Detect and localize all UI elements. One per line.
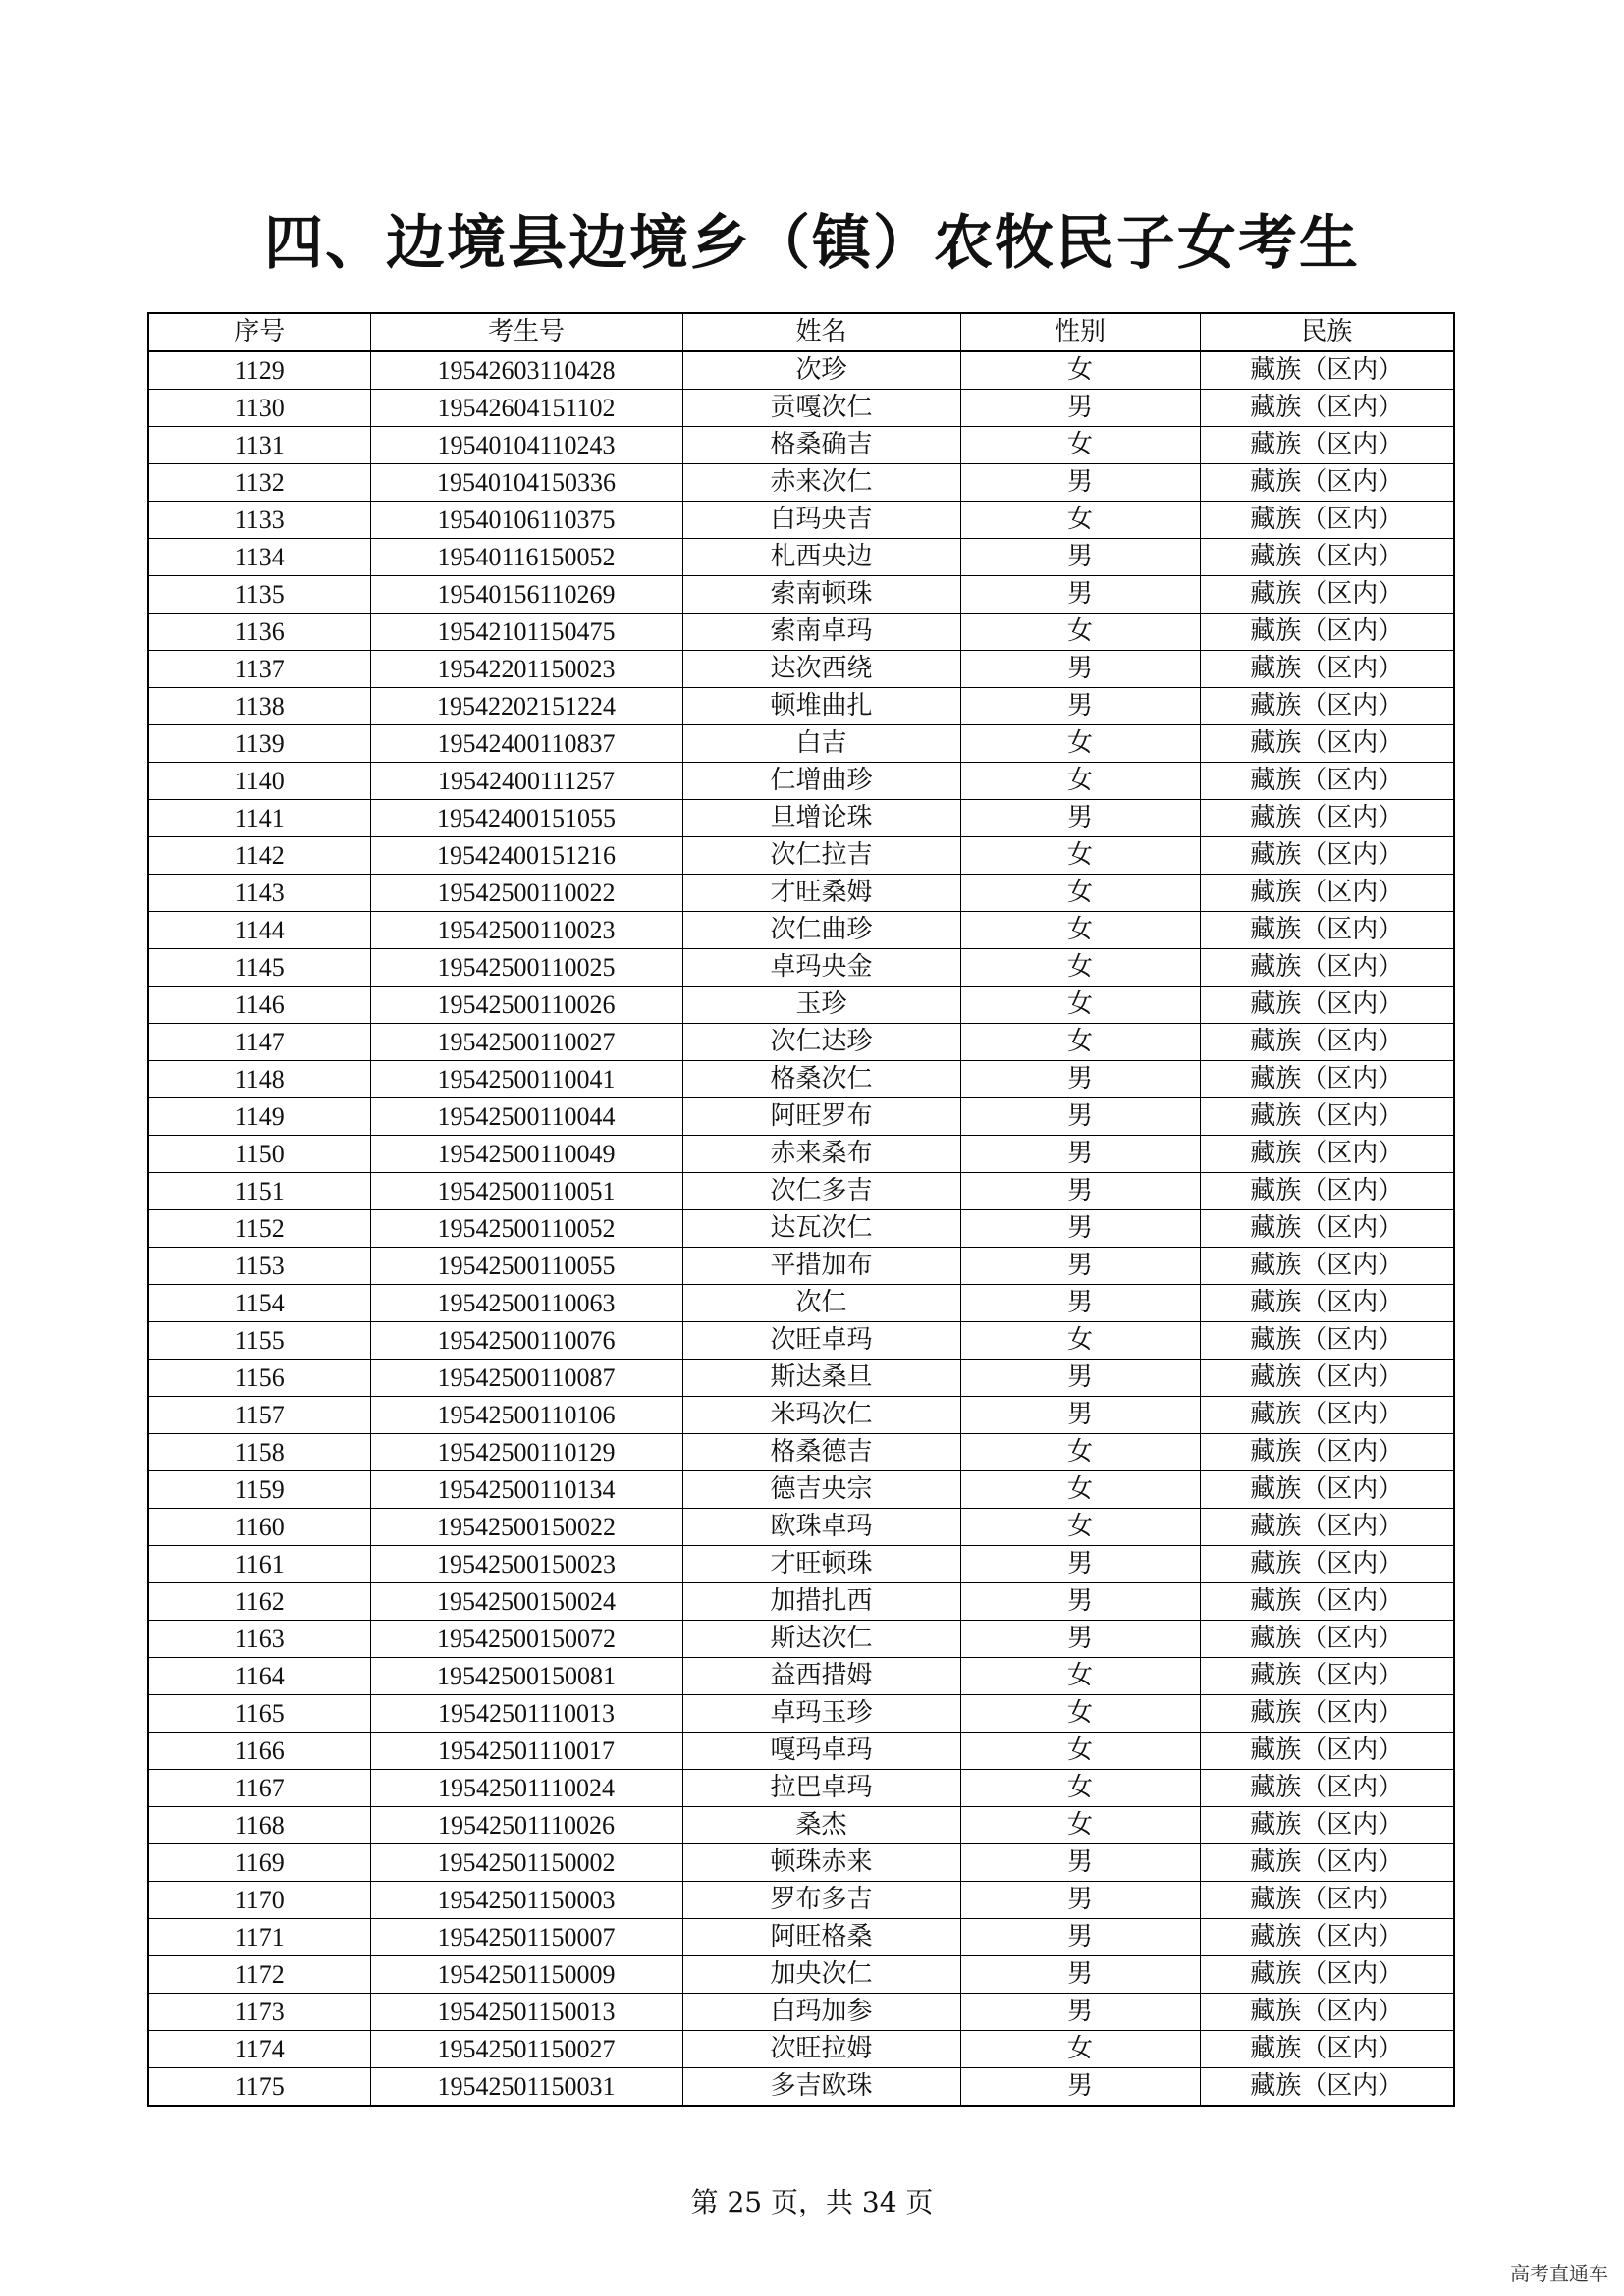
cell-gender: 女 bbox=[960, 351, 1200, 390]
cell-seq: 1155 bbox=[148, 1322, 370, 1360]
cell-ethnicity: 藏族（区内） bbox=[1200, 1919, 1454, 1956]
cell-name: 欧珠卓玛 bbox=[682, 1509, 960, 1546]
cell-seq: 1146 bbox=[148, 987, 370, 1024]
cell-exam-number: 19542500110041 bbox=[370, 1061, 682, 1098]
cell-seq: 1137 bbox=[148, 651, 370, 688]
table-row bbox=[148, 725, 1454, 763]
cell-ethnicity: 藏族（区内） bbox=[1200, 1471, 1454, 1509]
cell-exam-number: 19542500110087 bbox=[370, 1360, 682, 1397]
cell-gender: 男 bbox=[960, 651, 1200, 688]
cell-ethnicity: 藏族（区内） bbox=[1200, 1173, 1454, 1210]
watermark: 高考直通车 bbox=[1510, 2262, 1608, 2285]
table-row bbox=[148, 987, 1454, 1024]
table-row bbox=[148, 651, 1454, 688]
table-row bbox=[148, 763, 1454, 800]
cell-gender: 男 bbox=[960, 1546, 1200, 1583]
cell-exam-number: 19542501150009 bbox=[370, 1956, 682, 1994]
cell-exam-number: 19540156110269 bbox=[370, 576, 682, 614]
table-row bbox=[148, 875, 1454, 912]
cell-gender: 女 bbox=[960, 1733, 1200, 1770]
cell-gender: 男 bbox=[960, 1882, 1200, 1919]
cell-gender: 女 bbox=[960, 837, 1200, 875]
cell-ethnicity: 藏族（区内） bbox=[1200, 1248, 1454, 1285]
cell-seq: 1145 bbox=[148, 949, 370, 987]
cell-gender: 男 bbox=[960, 688, 1200, 725]
cell-exam-number: 19542500150024 bbox=[370, 1583, 682, 1621]
cell-ethnicity: 藏族（区内） bbox=[1200, 1285, 1454, 1322]
cell-seq: 1160 bbox=[148, 1509, 370, 1546]
cell-exam-number: 19542101150475 bbox=[370, 614, 682, 651]
cell-gender: 女 bbox=[960, 1322, 1200, 1360]
cell-ethnicity: 藏族（区内） bbox=[1200, 1770, 1454, 1807]
header-seq: 序号 bbox=[148, 313, 370, 351]
cell-gender: 男 bbox=[960, 800, 1200, 837]
cell-seq: 1165 bbox=[148, 1695, 370, 1733]
cell-ethnicity: 藏族（区内） bbox=[1200, 1098, 1454, 1136]
cell-ethnicity: 藏族（区内） bbox=[1200, 651, 1454, 688]
cell-name: 白玛加参 bbox=[682, 1994, 960, 2031]
table-row bbox=[148, 1322, 1454, 1360]
cell-exam-number: 19542500110023 bbox=[370, 912, 682, 949]
header-name: 姓名 bbox=[682, 313, 960, 351]
cell-seq: 1147 bbox=[148, 1024, 370, 1061]
cell-ethnicity: 藏族（区内） bbox=[1200, 1807, 1454, 1844]
cell-name: 才旺桑姆 bbox=[682, 875, 960, 912]
cell-name: 次旺卓玛 bbox=[682, 1322, 960, 1360]
cell-name: 桑杰 bbox=[682, 1807, 960, 1844]
cell-name: 嘎玛卓玛 bbox=[682, 1733, 960, 1770]
cell-ethnicity: 藏族（区内） bbox=[1200, 464, 1454, 502]
cell-gender: 男 bbox=[960, 1360, 1200, 1397]
cell-gender: 男 bbox=[960, 1583, 1200, 1621]
cell-exam-number: 19542202151224 bbox=[370, 688, 682, 725]
cell-gender: 女 bbox=[960, 875, 1200, 912]
cell-name: 次仁拉吉 bbox=[682, 837, 960, 875]
cell-name: 阿旺罗布 bbox=[682, 1098, 960, 1136]
cell-gender: 女 bbox=[960, 1471, 1200, 1509]
cell-gender: 男 bbox=[960, 1098, 1200, 1136]
cell-name: 索南卓玛 bbox=[682, 614, 960, 651]
cell-name: 白吉 bbox=[682, 725, 960, 763]
cell-name: 格桑次仁 bbox=[682, 1061, 960, 1098]
cell-name: 加措扎西 bbox=[682, 1583, 960, 1621]
cell-gender: 女 bbox=[960, 1024, 1200, 1061]
cell-exam-number: 19542501150007 bbox=[370, 1919, 682, 1956]
table-row bbox=[148, 1248, 1454, 1285]
cell-seq: 1167 bbox=[148, 1770, 370, 1807]
cell-seq: 1150 bbox=[148, 1136, 370, 1173]
cell-exam-number: 19540116150052 bbox=[370, 539, 682, 576]
cell-seq: 1154 bbox=[148, 1285, 370, 1322]
cell-gender: 男 bbox=[960, 1621, 1200, 1658]
cell-seq: 1130 bbox=[148, 390, 370, 427]
cell-seq: 1134 bbox=[148, 539, 370, 576]
cell-gender: 女 bbox=[960, 987, 1200, 1024]
cell-seq: 1171 bbox=[148, 1919, 370, 1956]
cell-seq: 1140 bbox=[148, 763, 370, 800]
table-row bbox=[148, 800, 1454, 837]
cell-seq: 1131 bbox=[148, 427, 370, 464]
table-row bbox=[148, 1210, 1454, 1248]
cell-gender: 女 bbox=[960, 2031, 1200, 2068]
cell-name: 次仁 bbox=[682, 1285, 960, 1322]
table-row bbox=[148, 351, 1454, 390]
table-row bbox=[148, 1919, 1454, 1956]
cell-gender: 男 bbox=[960, 1397, 1200, 1434]
cell-gender: 男 bbox=[960, 464, 1200, 502]
table-row bbox=[148, 1770, 1454, 1807]
cell-gender: 男 bbox=[960, 1956, 1200, 1994]
cell-gender: 男 bbox=[960, 1173, 1200, 1210]
cell-exam-number: 19542500150072 bbox=[370, 1621, 682, 1658]
cell-exam-number: 19542500110049 bbox=[370, 1136, 682, 1173]
table-row bbox=[148, 1061, 1454, 1098]
table-row bbox=[148, 614, 1454, 651]
cell-name: 拉巴卓玛 bbox=[682, 1770, 960, 1807]
table-row bbox=[148, 1024, 1454, 1061]
cell-name: 斯达桑旦 bbox=[682, 1360, 960, 1397]
cell-seq: 1135 bbox=[148, 576, 370, 614]
cell-ethnicity: 藏族（区内） bbox=[1200, 351, 1454, 390]
cell-name: 次仁达珍 bbox=[682, 1024, 960, 1061]
cell-ethnicity: 藏族（区内） bbox=[1200, 987, 1454, 1024]
table-header bbox=[148, 313, 1454, 351]
cell-exam-number: 19542500110129 bbox=[370, 1434, 682, 1471]
cell-seq: 1153 bbox=[148, 1248, 370, 1285]
header-row bbox=[148, 313, 1454, 351]
cell-ethnicity: 藏族（区内） bbox=[1200, 539, 1454, 576]
cell-name: 赤来桑布 bbox=[682, 1136, 960, 1173]
cell-ethnicity: 藏族（区内） bbox=[1200, 1546, 1454, 1583]
cell-gender: 女 bbox=[960, 912, 1200, 949]
cell-gender: 女 bbox=[960, 1807, 1200, 1844]
cell-exam-number: 19540104110243 bbox=[370, 427, 682, 464]
cell-name: 次珍 bbox=[682, 351, 960, 390]
cell-ethnicity: 藏族（区内） bbox=[1200, 949, 1454, 987]
table-row bbox=[148, 1546, 1454, 1583]
cell-name: 次仁曲珍 bbox=[682, 912, 960, 949]
cell-exam-number: 19542501150027 bbox=[370, 2031, 682, 2068]
cell-ethnicity: 藏族（区内） bbox=[1200, 725, 1454, 763]
cell-gender: 男 bbox=[960, 1061, 1200, 1098]
cell-exam-number: 19540104150336 bbox=[370, 464, 682, 502]
cell-gender: 女 bbox=[960, 1509, 1200, 1546]
cell-seq: 1143 bbox=[148, 875, 370, 912]
cell-name: 达瓦次仁 bbox=[682, 1210, 960, 1248]
cell-seq: 1169 bbox=[148, 1844, 370, 1882]
cell-ethnicity: 藏族（区内） bbox=[1200, 1136, 1454, 1173]
cell-exam-number: 19542500110055 bbox=[370, 1248, 682, 1285]
cell-gender: 男 bbox=[960, 539, 1200, 576]
cell-exam-number: 19542500150023 bbox=[370, 1546, 682, 1583]
table-row bbox=[148, 1285, 1454, 1322]
cell-ethnicity: 藏族（区内） bbox=[1200, 1360, 1454, 1397]
cell-seq: 1148 bbox=[148, 1061, 370, 1098]
cell-seq: 1139 bbox=[148, 725, 370, 763]
cell-name: 格桑确吉 bbox=[682, 427, 960, 464]
cell-ethnicity: 藏族（区内） bbox=[1200, 1994, 1454, 2031]
cell-ethnicity: 藏族（区内） bbox=[1200, 1658, 1454, 1695]
cell-gender: 女 bbox=[960, 725, 1200, 763]
cell-gender: 男 bbox=[960, 1136, 1200, 1173]
cell-name: 罗布多吉 bbox=[682, 1882, 960, 1919]
cell-seq: 1170 bbox=[148, 1882, 370, 1919]
table-row bbox=[148, 390, 1454, 427]
cell-seq: 1129 bbox=[148, 351, 370, 390]
cell-seq: 1142 bbox=[148, 837, 370, 875]
cell-ethnicity: 藏族（区内） bbox=[1200, 1434, 1454, 1471]
cell-name: 旦增论珠 bbox=[682, 800, 960, 837]
table-row bbox=[148, 1098, 1454, 1136]
cell-seq: 1141 bbox=[148, 800, 370, 837]
cell-ethnicity: 藏族（区内） bbox=[1200, 1509, 1454, 1546]
table-row bbox=[148, 1994, 1454, 2031]
cell-seq: 1156 bbox=[148, 1360, 370, 1397]
cell-seq: 1168 bbox=[148, 1807, 370, 1844]
cell-gender: 女 bbox=[960, 763, 1200, 800]
cell-name: 顿珠赤来 bbox=[682, 1844, 960, 1882]
cell-gender: 女 bbox=[960, 502, 1200, 539]
cell-seq: 1133 bbox=[148, 502, 370, 539]
cell-exam-number: 19542501110017 bbox=[370, 1733, 682, 1770]
header-gender: 性别 bbox=[960, 313, 1200, 351]
cell-exam-number: 19542500110027 bbox=[370, 1024, 682, 1061]
cell-exam-number: 19542500110052 bbox=[370, 1210, 682, 1248]
candidate-table bbox=[147, 312, 1455, 2107]
cell-exam-number: 19542501150031 bbox=[370, 2068, 682, 2107]
cell-name: 索南顿珠 bbox=[682, 576, 960, 614]
cell-seq: 1161 bbox=[148, 1546, 370, 1583]
cell-ethnicity: 藏族（区内） bbox=[1200, 1024, 1454, 1061]
cell-name: 德吉央宗 bbox=[682, 1471, 960, 1509]
cell-exam-number: 19542500110026 bbox=[370, 987, 682, 1024]
cell-exam-number: 19542501110024 bbox=[370, 1770, 682, 1807]
cell-ethnicity: 藏族（区内） bbox=[1200, 1210, 1454, 1248]
cell-exam-number: 19542500110044 bbox=[370, 1098, 682, 1136]
cell-ethnicity: 藏族（区内） bbox=[1200, 1956, 1454, 1994]
table-row bbox=[148, 1733, 1454, 1770]
cell-seq: 1172 bbox=[148, 1956, 370, 1994]
cell-name: 米玛次仁 bbox=[682, 1397, 960, 1434]
cell-seq: 1166 bbox=[148, 1733, 370, 1770]
table-row bbox=[148, 1434, 1454, 1471]
cell-exam-number: 19542400151216 bbox=[370, 837, 682, 875]
cell-exam-number: 19542500150081 bbox=[370, 1658, 682, 1695]
cell-gender: 男 bbox=[960, 1248, 1200, 1285]
cell-seq: 1164 bbox=[148, 1658, 370, 1695]
table-row bbox=[148, 1397, 1454, 1434]
cell-ethnicity: 藏族（区内） bbox=[1200, 427, 1454, 464]
cell-gender: 女 bbox=[960, 1770, 1200, 1807]
cell-name: 益西措姆 bbox=[682, 1658, 960, 1695]
cell-exam-number: 19542501110013 bbox=[370, 1695, 682, 1733]
cell-exam-number: 19542501150003 bbox=[370, 1882, 682, 1919]
table-row bbox=[148, 1136, 1454, 1173]
cell-name: 斯达次仁 bbox=[682, 1621, 960, 1658]
cell-gender: 女 bbox=[960, 1434, 1200, 1471]
table-body bbox=[148, 351, 1454, 2106]
cell-name: 赤来次仁 bbox=[682, 464, 960, 502]
cell-gender: 男 bbox=[960, 1285, 1200, 1322]
cell-exam-number: 19542500110106 bbox=[370, 1397, 682, 1434]
cell-gender: 女 bbox=[960, 614, 1200, 651]
table-row bbox=[148, 1509, 1454, 1546]
page-title: 四、边境县边境乡（镇）农牧民子女考生 bbox=[264, 209, 1360, 278]
cell-exam-number: 19542500110076 bbox=[370, 1322, 682, 1360]
table-row bbox=[148, 837, 1454, 875]
table-row bbox=[148, 2068, 1454, 2107]
table-row bbox=[148, 1807, 1454, 1844]
table-row bbox=[148, 1658, 1454, 1695]
cell-name: 加央次仁 bbox=[682, 1956, 960, 1994]
cell-ethnicity: 藏族（区内） bbox=[1200, 763, 1454, 800]
cell-name: 札西央边 bbox=[682, 539, 960, 576]
cell-seq: 1174 bbox=[148, 2031, 370, 2068]
cell-exam-number: 19542501110026 bbox=[370, 1807, 682, 1844]
cell-seq: 1173 bbox=[148, 1994, 370, 2031]
cell-exam-number: 19542500110063 bbox=[370, 1285, 682, 1322]
cell-ethnicity: 藏族（区内） bbox=[1200, 1583, 1454, 1621]
cell-gender: 女 bbox=[960, 1658, 1200, 1695]
cell-exam-number: 19542201150023 bbox=[370, 651, 682, 688]
cell-exam-number: 19542400151055 bbox=[370, 800, 682, 837]
cell-ethnicity: 藏族（区内） bbox=[1200, 1621, 1454, 1658]
cell-seq: 1138 bbox=[148, 688, 370, 725]
cell-seq: 1157 bbox=[148, 1397, 370, 1434]
cell-ethnicity: 藏族（区内） bbox=[1200, 502, 1454, 539]
cell-ethnicity: 藏族（区内） bbox=[1200, 1322, 1454, 1360]
cell-exam-number: 19542603110428 bbox=[370, 351, 682, 390]
cell-seq: 1151 bbox=[148, 1173, 370, 1210]
table-row bbox=[148, 1844, 1454, 1882]
cell-ethnicity: 藏族（区内） bbox=[1200, 800, 1454, 837]
cell-ethnicity: 藏族（区内） bbox=[1200, 2031, 1454, 2068]
cell-gender: 女 bbox=[960, 427, 1200, 464]
header-ethnicity: 民族 bbox=[1200, 313, 1454, 351]
table-row bbox=[148, 1583, 1454, 1621]
cell-ethnicity: 藏族（区内） bbox=[1200, 1733, 1454, 1770]
cell-name: 多吉欧珠 bbox=[682, 2068, 960, 2107]
cell-exam-number: 19542500150022 bbox=[370, 1509, 682, 1546]
cell-gender: 男 bbox=[960, 576, 1200, 614]
table-row bbox=[148, 427, 1454, 464]
cell-seq: 1152 bbox=[148, 1210, 370, 1248]
cell-gender: 男 bbox=[960, 1919, 1200, 1956]
cell-exam-number: 19542500110134 bbox=[370, 1471, 682, 1509]
cell-ethnicity: 藏族（区内） bbox=[1200, 1882, 1454, 1919]
table-row bbox=[148, 502, 1454, 539]
cell-name: 玉珍 bbox=[682, 987, 960, 1024]
cell-ethnicity: 藏族（区内） bbox=[1200, 912, 1454, 949]
cell-seq: 1159 bbox=[148, 1471, 370, 1509]
cell-ethnicity: 藏族（区内） bbox=[1200, 837, 1454, 875]
cell-gender: 男 bbox=[960, 1994, 1200, 2031]
cell-name: 阿旺格桑 bbox=[682, 1919, 960, 1956]
cell-exam-number: 19540106110375 bbox=[370, 502, 682, 539]
cell-name: 次旺拉姆 bbox=[682, 2031, 960, 2068]
cell-seq: 1175 bbox=[148, 2068, 370, 2107]
cell-seq: 1158 bbox=[148, 1434, 370, 1471]
table-row bbox=[148, 464, 1454, 502]
cell-exam-number: 19542501150002 bbox=[370, 1844, 682, 1882]
cell-gender: 男 bbox=[960, 390, 1200, 427]
cell-name: 卓玛玉珍 bbox=[682, 1695, 960, 1733]
cell-ethnicity: 藏族（区内） bbox=[1200, 576, 1454, 614]
table-row bbox=[148, 539, 1454, 576]
page-footer: 第 25 页，共 34 页 bbox=[690, 2186, 934, 2218]
table-row bbox=[148, 912, 1454, 949]
cell-name: 才旺顿珠 bbox=[682, 1546, 960, 1583]
cell-name: 格桑德吉 bbox=[682, 1434, 960, 1471]
cell-name: 贡嘎次仁 bbox=[682, 390, 960, 427]
cell-ethnicity: 藏族（区内） bbox=[1200, 1061, 1454, 1098]
cell-ethnicity: 藏族（区内） bbox=[1200, 2068, 1454, 2107]
cell-exam-number: 19542400111257 bbox=[370, 763, 682, 800]
header-exam-number: 考生号 bbox=[370, 313, 682, 351]
cell-seq: 1149 bbox=[148, 1098, 370, 1136]
table-row bbox=[148, 2031, 1454, 2068]
table-row bbox=[148, 576, 1454, 614]
cell-ethnicity: 藏族（区内） bbox=[1200, 875, 1454, 912]
cell-ethnicity: 藏族（区内） bbox=[1200, 1844, 1454, 1882]
cell-ethnicity: 藏族（区内） bbox=[1200, 688, 1454, 725]
cell-gender: 男 bbox=[960, 1844, 1200, 1882]
cell-name: 达次西绕 bbox=[682, 651, 960, 688]
cell-seq: 1132 bbox=[148, 464, 370, 502]
cell-name: 仁增曲珍 bbox=[682, 763, 960, 800]
cell-exam-number: 19542400110837 bbox=[370, 725, 682, 763]
cell-gender: 女 bbox=[960, 1695, 1200, 1733]
cell-seq: 1162 bbox=[148, 1583, 370, 1621]
cell-name: 平措加布 bbox=[682, 1248, 960, 1285]
cell-exam-number: 19542500110051 bbox=[370, 1173, 682, 1210]
cell-exam-number: 19542604151102 bbox=[370, 390, 682, 427]
cell-name: 顿堆曲扎 bbox=[682, 688, 960, 725]
cell-gender: 女 bbox=[960, 949, 1200, 987]
cell-ethnicity: 藏族（区内） bbox=[1200, 1397, 1454, 1434]
cell-seq: 1144 bbox=[148, 912, 370, 949]
table-row bbox=[148, 1882, 1454, 1919]
table-row bbox=[148, 1471, 1454, 1509]
cell-gender: 男 bbox=[960, 1210, 1200, 1248]
cell-seq: 1163 bbox=[148, 1621, 370, 1658]
cell-gender: 男 bbox=[960, 2068, 1200, 2107]
table-row bbox=[148, 1956, 1454, 1994]
cell-exam-number: 19542501150013 bbox=[370, 1994, 682, 2031]
cell-ethnicity: 藏族（区内） bbox=[1200, 1695, 1454, 1733]
table-row bbox=[148, 1360, 1454, 1397]
cell-name: 卓玛央金 bbox=[682, 949, 960, 987]
table-row bbox=[148, 1621, 1454, 1658]
cell-name: 次仁多吉 bbox=[682, 1173, 960, 1210]
cell-seq: 1136 bbox=[148, 614, 370, 651]
table-row bbox=[148, 688, 1454, 725]
cell-exam-number: 19542500110025 bbox=[370, 949, 682, 987]
table-row bbox=[148, 1173, 1454, 1210]
cell-name: 白玛央吉 bbox=[682, 502, 960, 539]
cell-exam-number: 19542500110022 bbox=[370, 875, 682, 912]
cell-ethnicity: 藏族（区内） bbox=[1200, 390, 1454, 427]
table-row bbox=[148, 949, 1454, 987]
cell-ethnicity: 藏族（区内） bbox=[1200, 614, 1454, 651]
table-row bbox=[148, 1695, 1454, 1733]
